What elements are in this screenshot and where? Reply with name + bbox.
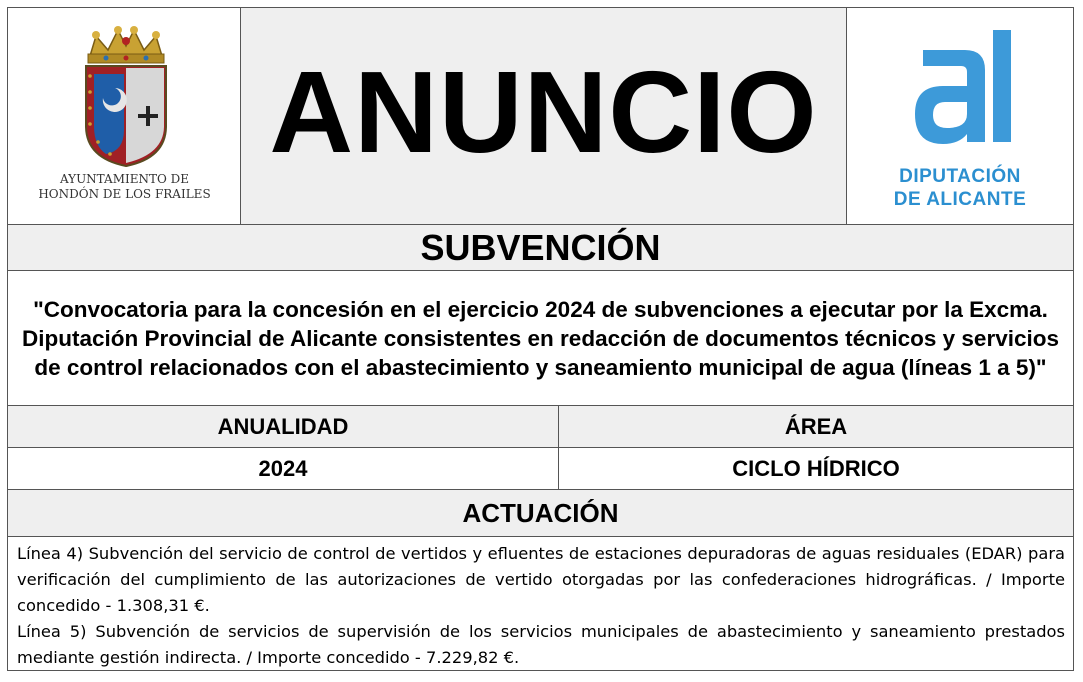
coat-of-arms-icon: [76, 26, 176, 171]
ayuntamiento-line-1: AYUNTAMIENTO DE: [59, 172, 190, 186]
table-header-row: [8, 405, 1073, 447]
anualidad-label: ANUALIDAD: [8, 406, 559, 447]
actuacion-heading: ACTUACIÓN: [8, 489, 1073, 536]
title-cell: [241, 8, 847, 224]
diputacion-line-1: DIPUTACIÓN: [899, 166, 1021, 187]
header: [8, 8, 1073, 224]
subvencion-heading: SUBVENCIÓN: [8, 224, 1073, 270]
announcement-sheet: [7, 7, 1074, 671]
area-value: CICLO HÍDRICO: [732, 455, 900, 481]
diputacion-logo-icon: [905, 30, 1015, 150]
area-label: ÁREA: [784, 413, 848, 439]
convocatoria-description: "Convocatoria para la concesión en el ejercicio 2024 de subvenciones a ejecutar por la Excma. Diputación Provincial de Alicante consistentes en redacción de documentos técnicos y servicios de control relacionados con el abastecimiento y saneamiento municipal de agua (líneas 1 a 5)": [8, 270, 1073, 405]
ayuntamiento-line-2: HONDÓN DE LOS FRAILES: [38, 187, 211, 201]
linea-4-text: Línea 4) Subvención del servicio de control de vertidos y efluentes de estaciones depuradoras de aguas residuales (EDAR) para verificación del cumplimiento de las autorizaciones de vertido otorgadas por las confederaciones hidrográficas. / Importe concedido - 1.308,31 €.: [17, 544, 1065, 615]
table-value-row: [8, 447, 1073, 489]
actuacion-body: [8, 536, 1073, 670]
diputacion-line-2: DE ALICANTE: [893, 189, 1027, 210]
linea-5-text: Línea 5) Subvención de servicios de supervisión de los servicios municipales de abastecimiento y saneamiento prestados mediante gestión indirecta. / Importe concedido - 7.229,82 €.: [17, 622, 1065, 667]
anualidad-value: 2024: [8, 448, 559, 489]
ayuntamiento-logo: [8, 8, 241, 224]
page-title: ANUNCIO: [269, 47, 818, 177]
diputacion-logo: [847, 8, 1073, 224]
